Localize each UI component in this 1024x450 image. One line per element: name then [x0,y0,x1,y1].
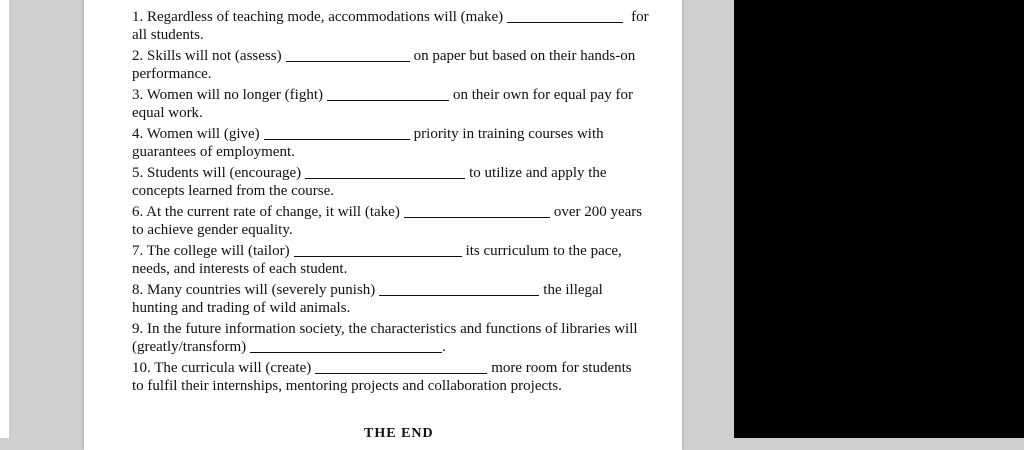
answer-blank-6[interactable] [404,203,550,218]
question-8-text: 8. Many countries will (severely punish) [132,282,376,298]
question-1-cont: all students. [132,27,204,43]
answer-blank-10[interactable] [315,359,487,374]
the-end-label: THE END [364,426,434,441]
question-10-cont: to fulfil their internships, mentoring projects and collaboration projects. [132,378,562,394]
question-5-cont: concepts learned from the course. [132,183,334,199]
answer-blank-8[interactable] [379,281,539,296]
question-8 [132,281,672,317]
question-9-cont: (greatly/transform) [132,339,247,355]
question-4-after: priority in training courses with [413,126,604,142]
question-6-after: over 200 years [553,204,643,220]
question-6-cont: to achieve gender equality. [132,222,293,238]
question-3-cont: equal work. [132,105,203,121]
question-1-text: 1. Regardless of teaching mode, accommodations will (make) [132,9,504,25]
question-1-after: for [631,9,649,25]
question-2 [132,47,672,83]
question-5-text: 5. Students will (encourage) [132,165,302,181]
answer-blank-2[interactable] [286,47,410,62]
answer-blank-7[interactable] [294,242,462,257]
answer-blank-4[interactable] [264,125,410,140]
question-10 [132,359,672,395]
answer-blank-1[interactable] [507,8,623,23]
question-7-text: 7. The college will (tailor) [132,243,290,259]
question-7 [132,242,672,278]
question-5-after: to utilize and apply the [469,165,607,181]
answer-blank-9[interactable] [250,338,442,353]
question-5 [132,164,672,200]
question-4 [132,125,672,161]
question-3-after: on their own for equal pay for [453,87,633,103]
question-8-after: the illegal [543,282,603,298]
answer-blank-5[interactable] [305,164,465,179]
question-3-text: 3. Women will no longer (fight) [132,87,323,103]
question-6 [132,203,672,239]
question-4-cont: guarantees of employment. [132,144,295,160]
question-6-text: 6. At the current rate of change, it will (take) [132,204,400,220]
right-black-panel [734,0,1024,438]
answer-blank-3[interactable] [327,86,449,101]
question-1 [132,8,672,44]
question-2-text: 2. Skills will not (assess) [132,48,282,64]
question-9 [132,320,672,356]
question-9-period: . [442,339,446,355]
question-3 [132,86,672,122]
question-9-text: 9. In the future information society, the characteristics and functions of libraries will [132,321,638,337]
question-8-cont: hunting and trading of wild animals. [132,300,351,316]
question-2-cont: performance. [132,66,212,82]
question-10-after: more room for students [491,360,632,376]
question-7-after: its curriculum to the pace, [465,243,622,259]
question-10-text: 10. The curricula will (create) [132,360,312,376]
question-4-text: 4. Women will (give) [132,126,260,142]
question-2-after: on paper but based on their hands-on [413,48,636,64]
question-7-cont: needs, and interests of each student. [132,261,348,277]
left-gutter [0,0,9,438]
document-page [84,0,682,450]
instructions-heading [132,0,555,3]
